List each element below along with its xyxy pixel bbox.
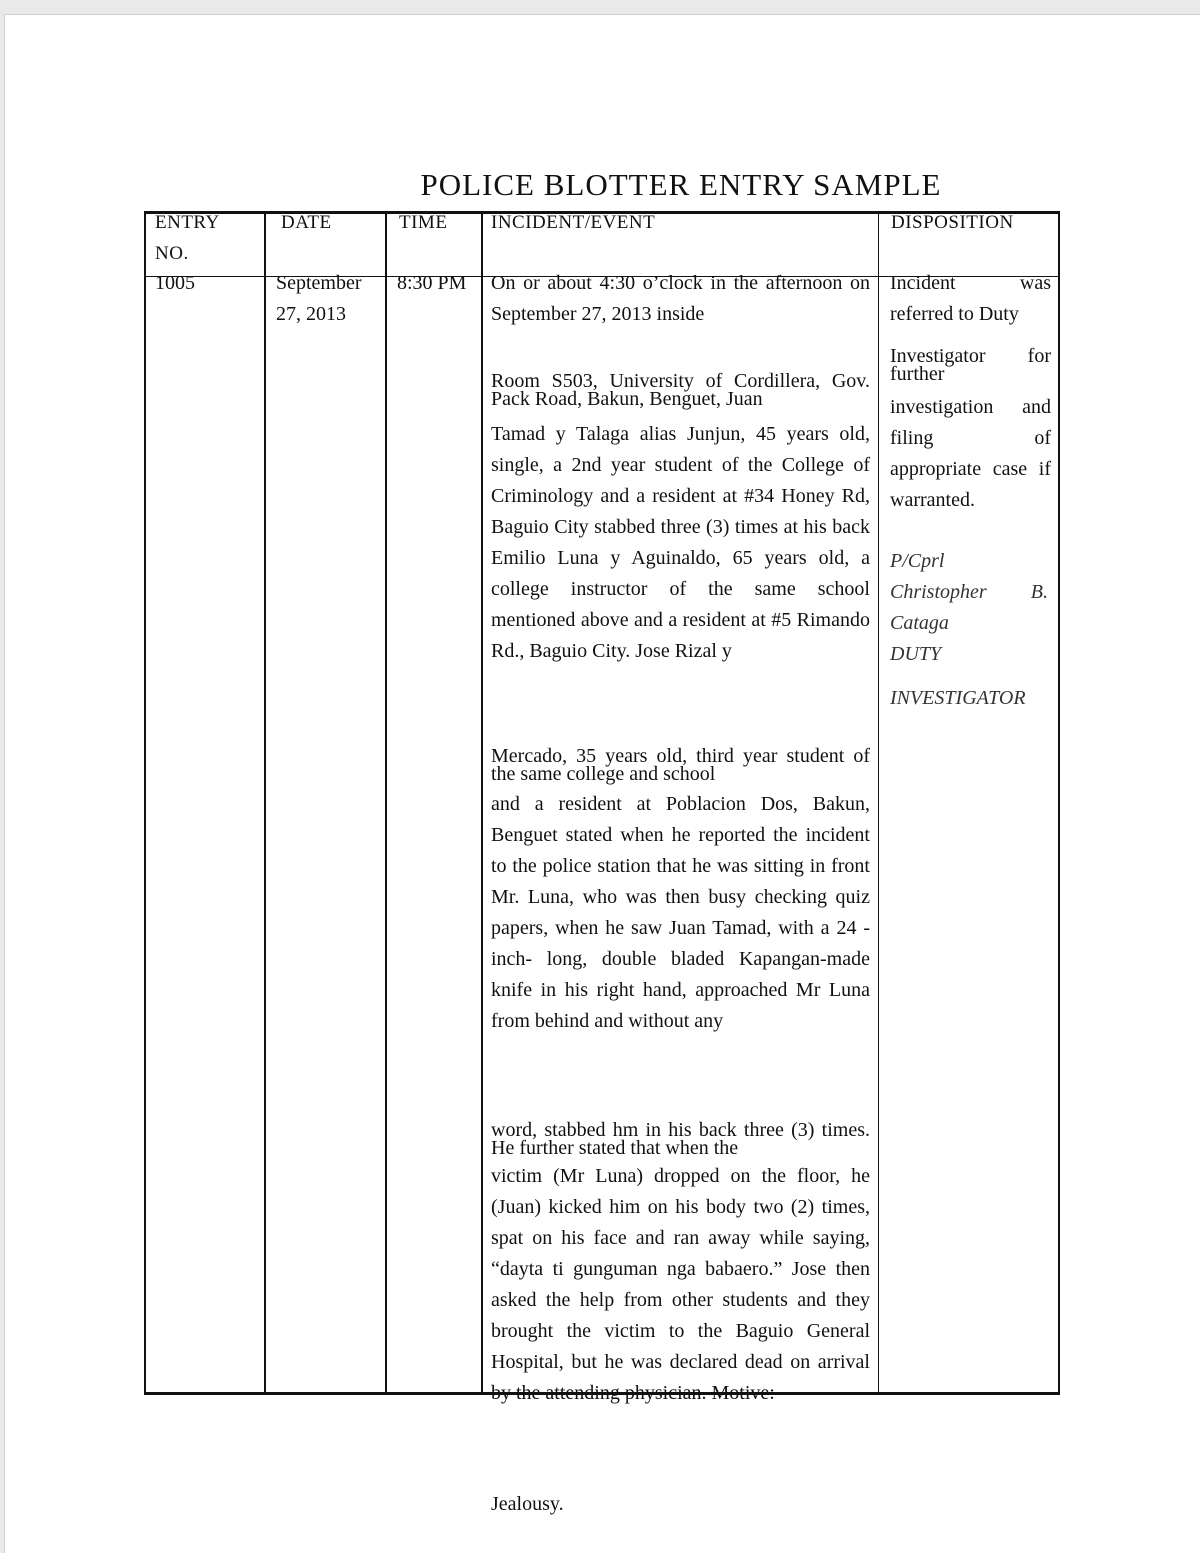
column-divider-time xyxy=(481,211,483,1395)
column-divider-date xyxy=(385,211,387,1395)
column-divider-left xyxy=(144,211,146,1395)
entry-date: September 27, 2013 xyxy=(276,272,362,325)
signature-title-line2: INVESTIGATOR xyxy=(890,687,1026,709)
column-divider-right xyxy=(1058,211,1060,1395)
document-title: POLICE BLOTTER ENTRY SAMPLE xyxy=(420,167,942,202)
incident-paragraph: victim (Mr Luna) dropped on the floor, he (Juan) kicked him on his body two (2) times, spat on his face and ran away while saying, “dayta ti gunguman nga babaero.” Jose then asked the help from other students and they brought the victim to the Baguio General Hospital, but he was declared dead on arrival by the attending physician. Motive: xyxy=(491,1165,870,1404)
incident-paragraph: and a resident at Poblacion Dos, Bakun, Benguet stated when he reported the incident to the police station that he was sitting in front Mr. Luna, who was then busy checking quiz papers, when he saw Juan Tamad, with a 24 - inch- long, double bladed Kapangan-made knife in his right hand, approached Mr Luna from behind and without any xyxy=(491,793,870,1032)
column-divider-entry xyxy=(264,211,266,1395)
incident-paragraph: Room S503, University of Cordillera, Gov. Pack Road, Bakun, Benguet, Juan xyxy=(491,370,870,410)
incident-paragraph: Mercado, 35 years old, third year student of the same college and school xyxy=(491,745,870,785)
entry-time: 8:30 PM xyxy=(397,272,467,294)
incident-paragraph: On or about 4:30 o’clock in the afternoon on September 27, 2013 inside xyxy=(491,272,870,325)
disposition-paragraph: Investigator for further xyxy=(890,345,1051,385)
column-divider-incident xyxy=(878,211,879,1395)
entry-number: 1005 xyxy=(155,272,195,294)
signature-name: Christopher B. Cataga xyxy=(890,581,1048,634)
incident-paragraph: Jealousy. xyxy=(491,1493,564,1515)
signature-rank: P/Cprl xyxy=(890,550,945,572)
header-incident: INCIDENT/EVENT xyxy=(491,212,656,233)
incident-paragraph: word, stabbed hm in his back three (3) times. He further stated that when the xyxy=(491,1119,870,1159)
header-entry-no: ENTRY NO. xyxy=(155,212,220,264)
signature-title-line1: DUTY xyxy=(890,643,942,665)
header-time: TIME xyxy=(399,212,448,233)
header-date: DATE xyxy=(281,212,332,233)
disposition-paragraph: investigation and filing of appropriate case if warranted. xyxy=(890,396,1051,511)
disposition-paragraph: Incident was referred to Duty xyxy=(890,272,1051,325)
incident-paragraph: Tamad y Talaga alias Junjun, 45 years old, single, a 2nd year student of the College of Criminology and a resident at #34 Honey Rd, Baguio City stabbed three (3) times at his back Emilio Luna y Aguinaldo, 65 years old, a college instructor of the same school mentioned above and a resident at #5 Rimando Rd., Baguio City. Jose Rizal y xyxy=(491,423,870,662)
document-page xyxy=(4,14,1200,1553)
header-disposition: DISPOSITION xyxy=(891,212,1014,233)
